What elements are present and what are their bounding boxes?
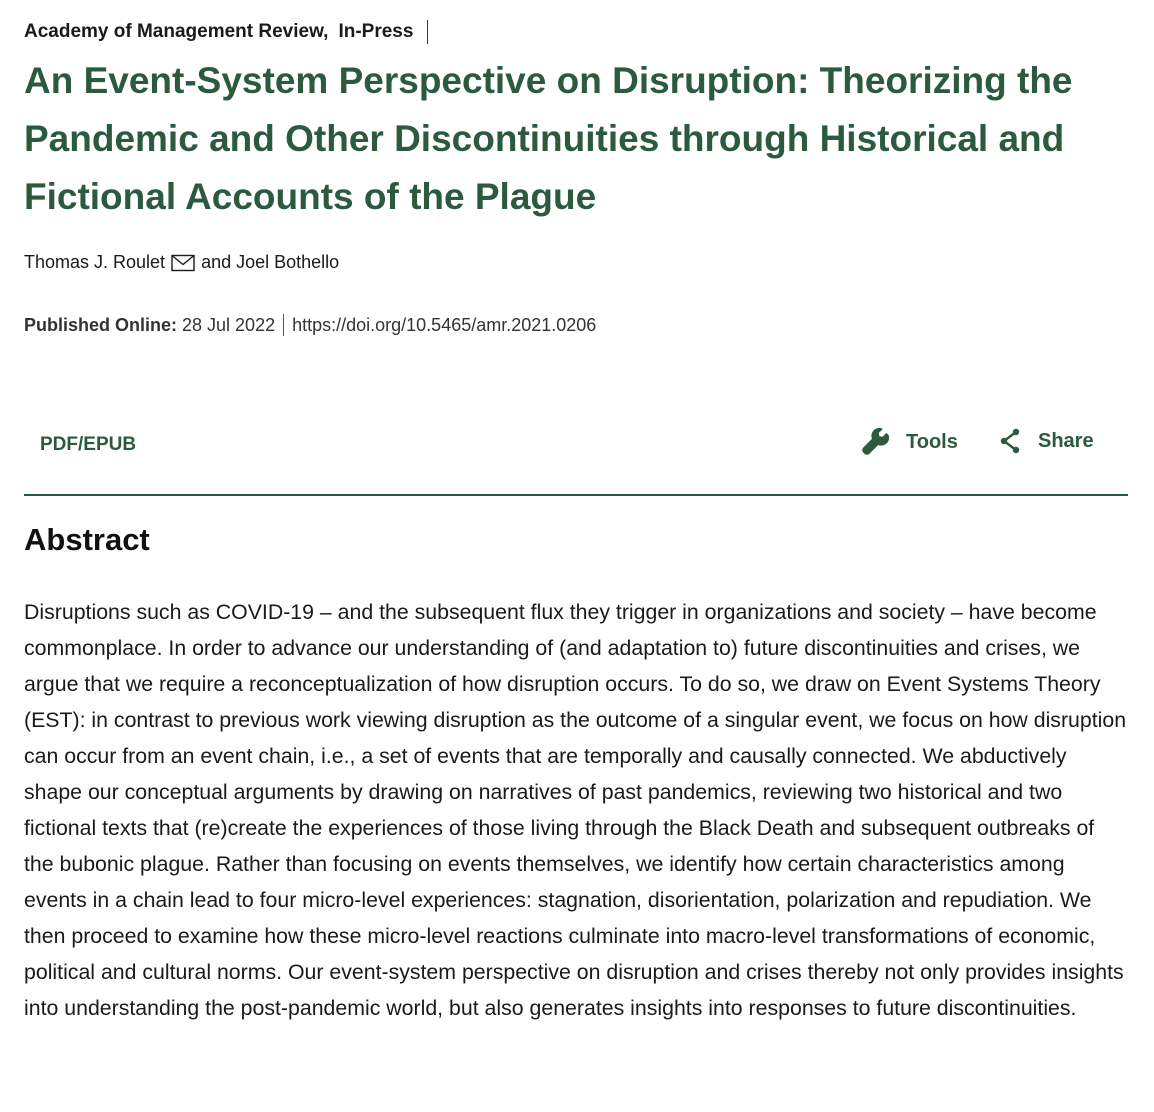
author-bothello[interactable]: Joel Bothello (236, 252, 340, 272)
abstract-body: Disruptions such as COVID-19 – and the subsequent flux they trigger in organizations and society – have become commonplace. In order to advance our understanding of (and adaptation to) future discontinuities and crises, we argue that we require a reconceptualization of how disruption occurs. To do so, we draw on Event Systems Theory (EST): in contrast to previous work viewing disruption as the outcome of a singular event, we focus on how disruption can occur from an event chain, i.e., a set of events that are temporally and causally connected. We abductively shape our conceptual arguments by drawing on narratives of past pandemics, reviewing two historical and two fictional texts that (re)create the experiences of those living through the Black Death and subsequent outbreaks of the bubonic plague. Rather than focusing on events themselves, we identify how certain characteristics among events in a chain lead to four micro-level experiences: stagnation, disorientation, polarization and repudiation. We then proceed to examine how these micro-level reactions culminate into macro-level transformations of economic, political and cultural norms. Our event-system perspective on disruption and crises thereby not only provides insights into understanding the post-pandemic world, but also generates insights into responses to future discontinuities. (24, 600, 1127, 1020)
pdf-epub-link[interactable]: PDF/EPUB (40, 434, 137, 455)
publication-divider (283, 314, 284, 336)
published-label: Published Online: (24, 314, 178, 335)
share-button[interactable] (998, 428, 1094, 454)
article-title: An Event-System Perspective on Disruption: Theorizing the Pandemic and Other Discontinuities through Historical and Fictional Accounts of the Plague (24, 60, 1073, 217)
journal-line (24, 20, 428, 44)
published-date: 28 Jul 2022 (182, 314, 276, 335)
abstract-heading: Abstract (24, 522, 150, 557)
wrench-icon (862, 428, 890, 456)
share-label: Share (1038, 429, 1094, 452)
doi-link[interactable]: https://doi.org/10.5465/amr.2021.0206 (292, 314, 597, 335)
tools-button[interactable] (862, 428, 958, 456)
journal-name[interactable]: Academy of Management Review, (24, 21, 329, 42)
share-icon (998, 428, 1022, 454)
journal-status: In-Press (338, 21, 414, 42)
author-roulet[interactable]: Thomas J. Roulet (24, 252, 166, 272)
publication-info (24, 314, 596, 336)
author-connector: and (201, 252, 232, 272)
article-toolbar (24, 420, 1128, 496)
author-list (24, 252, 339, 273)
tools-label: Tools (906, 430, 958, 453)
envelope-icon[interactable] (171, 254, 195, 272)
journal-separator (427, 20, 428, 44)
